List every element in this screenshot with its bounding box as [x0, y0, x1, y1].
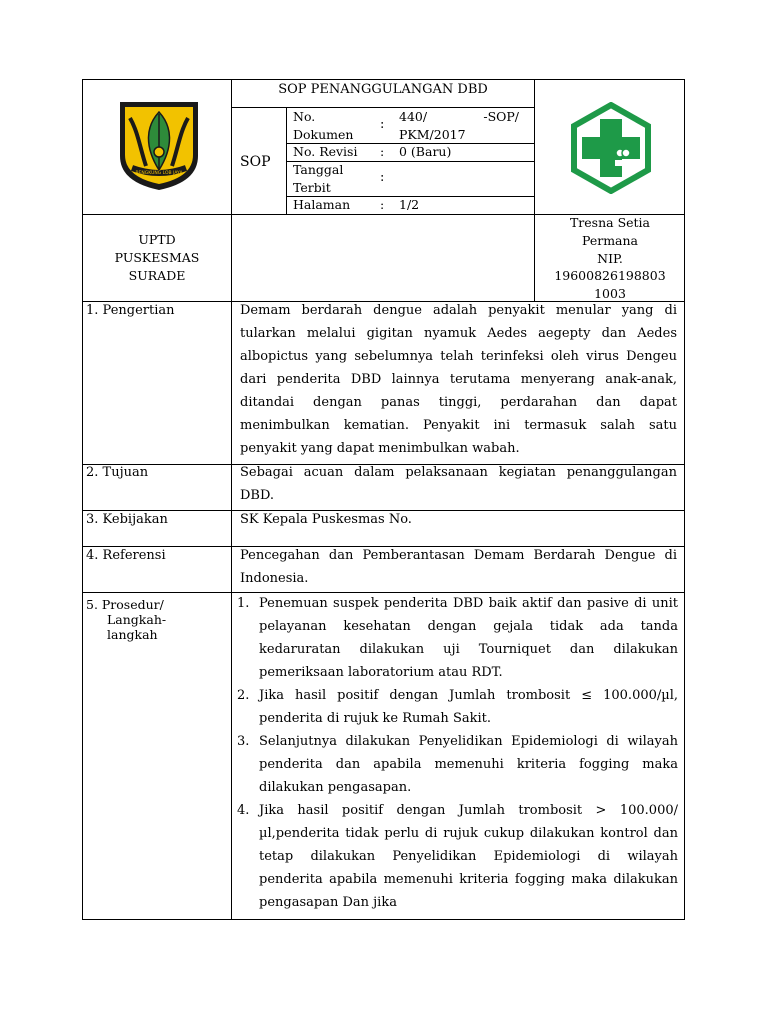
unit-line-3: SURADE [128, 268, 186, 283]
list-item: 3. Selanjutnya dilakukan Penyelidikan Epidemiologi di wilayah penderita dan apabila memenuhi kriteria fogging maka dilakukan pengasapan. [237, 734, 678, 795]
list-item: 4. Jika hasil positif dengan Jumlah trombosit > 100.000/µl,penderita tidak perlu di rujuk cukup dilakukan kontrol dan tetap dilakukan Penyelidikan Epidemiologi di wilayah penderita apabila memenuhi kriteria fogging maka dilakukan pengasapan Dan jika [237, 803, 678, 910]
list-item: 1. Penemuan suspek penderita DBD baik aktif dan pasive di unit pelayanan kesehatan dengan gejala tidak ada tanda kedaruratan dilakukan uji Tourniquet dan dilakukan pemeriksaan laboratorium atau RDT. [237, 596, 678, 680]
border-col-1 [231, 79, 232, 920]
section-label-prosedur-2: Langkah- [107, 612, 167, 627]
signer-name: Tresna Setia Permana [569, 215, 651, 248]
section-label-referensi: 4. Referensi [86, 548, 166, 563]
document-title: SOP PENANGGULANGAN DBD [278, 82, 488, 97]
field-label-no-revisi: No. Revisi [293, 144, 358, 159]
section-label-pengertian: 1. Pengertian [86, 303, 175, 318]
section-text-referensi: Pencegahan dan Pemberantasan Demam Berdarah Dengue di Indonesia. [240, 548, 677, 586]
section-text-kebijakan: SK Kepala Puskesmas No. [240, 512, 412, 527]
border-right [684, 79, 685, 920]
section-label-prosedur-1: 5. Prosedur/ [86, 597, 164, 612]
field-sep-tanggal-terbit: : [380, 170, 385, 185]
field-sep-no-dokumen: : [380, 117, 385, 132]
unit-line-2: PUSKESMAS [114, 250, 200, 265]
field-sep-no-revisi: : [380, 144, 385, 159]
border-col-sop [286, 107, 287, 215]
field-label-no-dokumen: No. Dokumen [293, 109, 354, 142]
puskesmas-logo-icon [565, 102, 657, 194]
unit-line-1: UPTD [138, 232, 176, 247]
section-text-pengertian: Demam berdarah dengue adalah penyakit menular yang di tularkan melalui gigitan nyamuk Aedes aegepty dan Aedes albopictus yang sebelumnya telah terinfeksi oleh virus Dengeu dari penderita DBD lainnya terutama menyerang anak-anak, ditandai dengan panas tinggi, perdarahan dan dapat menimbulkan kematian. Penyakit ini termasuk salah satu penyakit yang dapat menimbulkan wabah. [240, 303, 677, 456]
border-left [82, 79, 83, 920]
section-label-kebijakan: 3. Kebijakan [86, 512, 168, 527]
border-col-fields [534, 79, 535, 302]
signer-nip: 19600826198803 1003 [554, 268, 666, 301]
field-label-tanggal-terbit: Tanggal Terbit [293, 162, 344, 195]
section-label-tujuan: 2. Tujuan [86, 465, 149, 480]
field-value-no-dokumen: 440/ -SOP/ PKM/2017 [399, 109, 519, 142]
procedure-list [233, 592, 678, 914]
logo-motto: BENGKUNG LOB JAYA [135, 171, 183, 176]
section-text-tujuan: Sebagai acuan dalam pelaksanaan kegiatan penanggulangan DBD. [240, 465, 677, 503]
field-value-halaman: 1/2 [399, 197, 420, 212]
garut-coat-of-arms-icon [116, 98, 202, 194]
field-label-halaman: Halaman [293, 197, 351, 212]
border-bottom [82, 919, 685, 920]
signer-nip-label: NIP. [597, 251, 623, 266]
list-item: 2. Jika hasil positif dengan Jumlah trombosit ≤ 100.000/µl, penderita di rujuk ke Rumah Sakit. [237, 688, 678, 726]
field-value-no-revisi: 0 (Baru) [399, 144, 452, 159]
field-sep-halaman: : [380, 197, 385, 212]
section-label-prosedur-3: langkah [107, 627, 158, 642]
sop-label: SOP [240, 154, 271, 170]
